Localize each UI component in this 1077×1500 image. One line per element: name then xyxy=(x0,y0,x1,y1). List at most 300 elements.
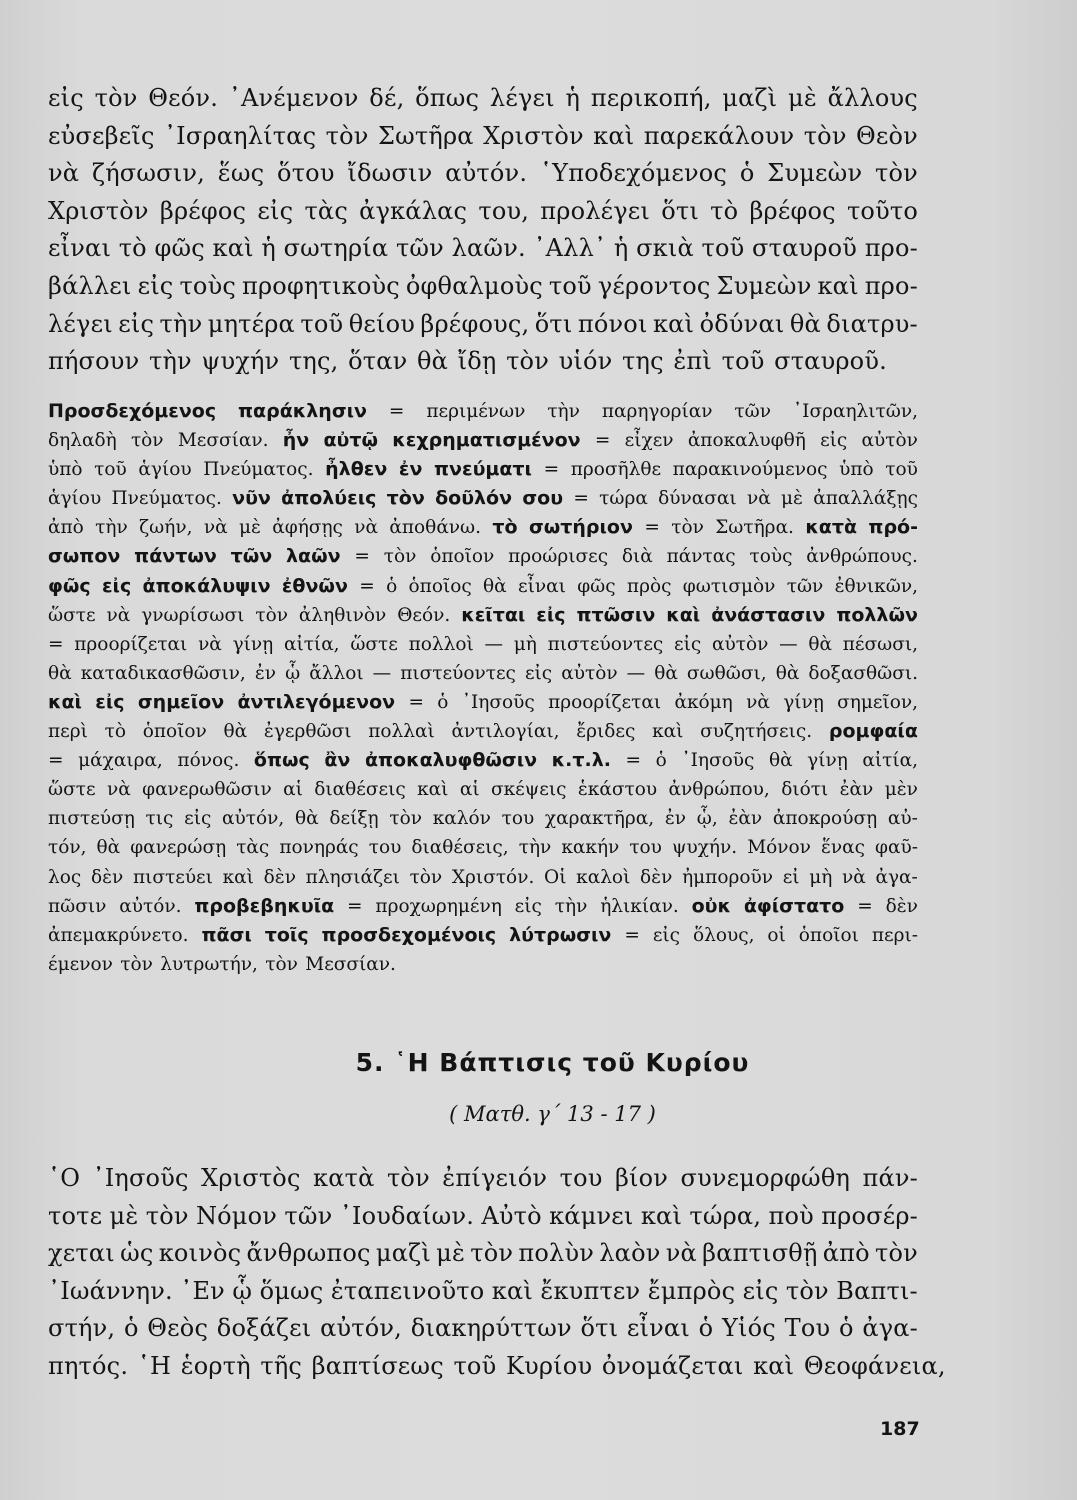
word: ὅτι xyxy=(661,196,699,225)
word: ῾Η xyxy=(137,1351,172,1380)
definition-word: τόν, xyxy=(48,837,87,859)
word: υἱόν xyxy=(558,347,613,376)
glossary-term-word: πᾶσι xyxy=(201,923,252,946)
word: προ- xyxy=(864,234,918,263)
definition-word: = xyxy=(644,517,660,539)
word: Θεόν. xyxy=(148,84,219,112)
word: αὐτόν. xyxy=(445,159,528,188)
note-line xyxy=(48,455,918,484)
definition-word: — xyxy=(484,633,503,655)
definition-word: πῶσιν xyxy=(48,895,107,917)
note-line xyxy=(48,892,918,921)
definition-word: προώρισες xyxy=(508,546,609,568)
definition-word: εἶχεν xyxy=(624,430,674,452)
word: ψυχήν xyxy=(201,347,280,376)
word: εἶναι xyxy=(626,1314,690,1343)
definition-word: νὰ xyxy=(106,604,131,626)
glossary-term-word: τῶν xyxy=(230,545,273,568)
word: πάν- xyxy=(862,1164,918,1192)
definition-word: περὶ xyxy=(48,721,88,743)
word: τοῦ xyxy=(300,309,344,338)
word: μαζὶ xyxy=(722,84,778,112)
definition-word: πολλαὶ xyxy=(368,721,435,743)
glossary-term-word: πάντων xyxy=(134,545,217,568)
definition-word: γίνῃ xyxy=(783,691,824,713)
word: ἡ xyxy=(613,234,629,263)
word: κατὰ xyxy=(313,1164,375,1192)
definition-word: = xyxy=(354,546,370,568)
text-line xyxy=(48,1273,918,1311)
word: βαπτισθῇ xyxy=(702,1239,818,1268)
word: ἡ xyxy=(261,234,276,263)
definition-word: πιστεύοντες xyxy=(400,662,516,684)
definition-word: θὰ xyxy=(808,633,832,655)
glossary-term-word: ἦν xyxy=(282,429,310,452)
word: Θεὸν xyxy=(856,121,918,150)
definition-word: μὲ xyxy=(781,488,803,510)
definition-word: σκέψεις xyxy=(490,779,567,801)
definition-word: ὅλους, xyxy=(692,924,755,946)
text-line xyxy=(48,155,918,193)
definition-word: ὥστε xyxy=(350,633,398,655)
glossary-term-word: ἀποκαλυφθῶσιν xyxy=(364,749,538,772)
glossary-term-word: λαῶν xyxy=(286,545,341,568)
text-line xyxy=(48,1160,918,1198)
word: καὶ xyxy=(640,1201,683,1230)
definition-word: φῶς xyxy=(577,575,616,597)
definition-word: τὴν xyxy=(95,517,128,539)
definition-word: ὁποῖοι xyxy=(798,924,859,946)
word: του xyxy=(559,1164,603,1192)
definition-word: Μεσσίαν. xyxy=(305,953,396,975)
word: ἐπὶ xyxy=(673,347,712,376)
word: ἄλλους xyxy=(827,84,918,112)
definition-word: τοὺς xyxy=(749,546,793,568)
definition-word: φανερωθῶσιν xyxy=(142,779,272,801)
word: τὸν xyxy=(803,121,847,150)
definition-word: ψυχήν. xyxy=(671,837,738,859)
word: τοὺς xyxy=(179,271,237,300)
definition-word: πόνος. xyxy=(177,750,240,772)
definition-word: Χριστόν. xyxy=(451,866,535,888)
glossary-term-word: ρομφαία xyxy=(828,720,918,743)
definition-word: οἱ xyxy=(767,924,786,946)
definition-word: τὸν xyxy=(409,866,443,888)
glossary-term-word: σου xyxy=(522,487,564,510)
definition-word: = xyxy=(857,895,873,917)
word: Θεὸς xyxy=(147,1314,209,1343)
word: ῾Ο xyxy=(48,1164,81,1192)
definition-word: ἐὰν xyxy=(728,808,763,830)
word: ᾿Εν xyxy=(180,1276,225,1305)
text-line xyxy=(48,1310,918,1348)
definition-word: δοξασθῶσι. xyxy=(808,662,918,684)
definition-word: — xyxy=(779,633,798,655)
text-line xyxy=(48,193,918,231)
definition-word: ἀνθρώπους. xyxy=(806,546,918,568)
word: σταυροῦ. xyxy=(774,347,887,376)
glossary-term-word: κεχρηματισμένον xyxy=(392,429,581,452)
word: ᾿Ανέμενον xyxy=(228,84,359,112)
word: Σωτῆρα xyxy=(377,121,474,150)
definition-word: τὰς xyxy=(236,837,270,859)
definition-word: νὰ xyxy=(198,633,222,655)
word: τὸν xyxy=(145,1201,189,1230)
definition-word: εἰς xyxy=(514,895,542,917)
word: τῶν xyxy=(284,1201,333,1230)
word: ὡς xyxy=(120,1239,154,1268)
note-line xyxy=(48,397,918,426)
word: δοξάζει xyxy=(216,1314,312,1343)
word: καὶ xyxy=(593,121,635,150)
text-line xyxy=(48,1348,946,1386)
definition-word: πλησιάζει xyxy=(305,866,400,888)
definition-word: δείξῃ xyxy=(329,808,379,830)
definition-word: ᾿Ισραηλιτῶν, xyxy=(792,401,918,422)
definition-word: τὸν xyxy=(130,430,164,452)
glossary-term-word: πνεύματι xyxy=(434,458,532,481)
word: τὸ xyxy=(710,196,739,225)
definition-word: ἁγίου xyxy=(48,488,102,510)
word: ὅμως xyxy=(259,1276,324,1305)
word: ὁ xyxy=(698,1314,714,1343)
definition-word: νὰ xyxy=(354,517,379,539)
definition-word: μάχαιρα, xyxy=(78,750,163,772)
word: λαῶν. xyxy=(451,234,526,263)
word: εἶναι xyxy=(48,234,112,263)
definition-word: καὶ xyxy=(417,779,449,801)
definition-word: ἁγίου xyxy=(138,459,192,481)
text-line xyxy=(48,1198,918,1236)
definition-word: περι- xyxy=(871,924,918,946)
text-line xyxy=(48,230,918,268)
text-line xyxy=(48,268,918,306)
definition-word: νὰ xyxy=(842,866,866,888)
word: τώρα, xyxy=(689,1201,762,1230)
text-line xyxy=(48,1235,918,1273)
definition-word: σημεῖον, xyxy=(837,691,918,713)
word: εἰς xyxy=(118,309,155,338)
glossary-term-word: ἀπολύεις xyxy=(281,487,377,510)
word: καὶ xyxy=(652,309,695,338)
glossary-term-word: ἐν xyxy=(398,458,423,481)
definition-word: ὁ xyxy=(655,750,667,772)
definition-word: = xyxy=(48,633,64,655)
definition-word: ζωήν, xyxy=(139,517,193,539)
glossary-term-word: προβεβηκυῖα xyxy=(194,894,335,917)
word: τῆς xyxy=(260,1351,303,1380)
definition-word: τὴν xyxy=(518,837,552,859)
definition-word: — xyxy=(372,662,392,684)
definition-word: θὰ xyxy=(48,662,72,684)
note-line xyxy=(48,746,918,775)
word: του, xyxy=(478,196,530,225)
word: νὰ xyxy=(665,1239,697,1268)
definition-word: πονηράς xyxy=(279,837,359,859)
word: χεται xyxy=(48,1239,115,1268)
definition-word: δὲν xyxy=(640,866,673,888)
glossary-term-word: ἀποκάλυψιν xyxy=(142,574,271,597)
definition-word: αἱ xyxy=(459,779,480,801)
word: ᾿Ιησοῦς xyxy=(92,1164,189,1192)
word: στήν, xyxy=(48,1314,116,1343)
definition-word: ἔριδες xyxy=(576,721,636,743)
word: εἰς xyxy=(257,196,294,225)
definition-word: πέσωσι, xyxy=(842,633,918,655)
word: Συμεὼν xyxy=(767,159,863,188)
word: θὰ xyxy=(789,309,821,338)
definition-word: Πνεύματος. xyxy=(111,488,222,510)
definition-word: Σωτῆρα. xyxy=(715,517,794,539)
word: ἄνθρωπος xyxy=(246,1239,371,1268)
glossary-notes xyxy=(48,397,918,979)
definition-word: θὰ xyxy=(223,721,248,743)
definition-word: ἐὰν xyxy=(839,779,874,801)
definition-word: τῶν xyxy=(786,575,824,597)
definition-word: προχωρημένη xyxy=(375,895,502,917)
definition-word: τις xyxy=(145,808,174,830)
definition-word: ἀποκρούσῃ xyxy=(772,808,878,830)
definition-word: εἰς xyxy=(674,633,702,655)
word: Του xyxy=(784,1314,831,1343)
glossary-term-word: τοῖς xyxy=(264,923,309,946)
definition-word: τῶν xyxy=(734,401,771,422)
note-line xyxy=(48,426,918,455)
definition-word: χαρακτῆρα, xyxy=(544,808,655,830)
definition-word: νὰ xyxy=(746,488,771,510)
glossary-term-word: εἰς xyxy=(101,574,132,597)
word: Χριστὸν xyxy=(483,121,584,150)
definition-word: ᾿Ιησοῦς xyxy=(461,691,535,713)
definition-word: ἕνας xyxy=(820,837,865,859)
definition-word: καλοὶ xyxy=(576,866,631,888)
glossary-term-word: ἂν xyxy=(324,749,351,772)
word: καὶ xyxy=(491,1276,533,1305)
word: νὰ xyxy=(48,159,80,188)
definition-word: διαθέσεις, xyxy=(411,837,509,859)
word: ὁ xyxy=(123,1314,139,1343)
word: συνεμορφώθη xyxy=(680,1164,851,1192)
definition-word: ἀποκαλυφθῆ xyxy=(687,430,806,452)
word: ῾Υποδεχόμενος xyxy=(539,159,728,188)
word: προφητικοὺς xyxy=(242,271,400,300)
word: πολὺν xyxy=(518,1239,595,1268)
glossary-term-word: κεῖται xyxy=(461,603,526,626)
word: σωτηρία xyxy=(283,234,389,263)
definition-word: φανερώσῃ xyxy=(130,837,227,859)
word: ὅτι xyxy=(580,1314,619,1343)
word: βάλλει xyxy=(48,271,132,300)
definition-word: εἰς xyxy=(820,430,848,452)
glossary-term-word: σωπον xyxy=(48,545,121,568)
word: ᾿Αλλ᾿ xyxy=(533,234,607,263)
note-line xyxy=(48,775,918,804)
glossary-term-word: εἰς xyxy=(536,603,566,626)
word: εὐσεβεῖς xyxy=(48,121,155,150)
word: μὲ xyxy=(788,84,817,112)
definition-word: αὐτόν. xyxy=(119,895,182,917)
definition-word: θὰ xyxy=(654,662,678,684)
word: τὸ xyxy=(118,234,147,263)
note-line xyxy=(48,484,918,513)
definition-word: καταδικασθῶσιν, xyxy=(80,662,246,684)
word: εἰς xyxy=(137,271,174,300)
definition-word: Πνεύματος. xyxy=(203,459,314,481)
glossary-term-word: πολλῶν xyxy=(836,603,918,626)
note-line xyxy=(48,833,918,862)
definition-word: του xyxy=(501,808,535,830)
definition-word: δὲν xyxy=(90,866,124,888)
definition-word: ὁποῖον xyxy=(142,721,207,743)
word: θείου xyxy=(348,309,416,338)
glossary-term-word: νῦν xyxy=(232,487,271,510)
word: ᾿Ιωάννην. xyxy=(48,1276,173,1305)
word: Χριστὸν xyxy=(48,196,149,225)
word: τὸν xyxy=(785,1276,829,1305)
definition-word: = xyxy=(408,691,424,713)
definition-word: γνωρίσωσι xyxy=(141,604,245,626)
word: τὸν xyxy=(875,159,918,188)
definition-word: ἠμποροῦν xyxy=(682,866,773,888)
definition-word: ἀληθινὸν xyxy=(298,604,387,626)
word: βρέφος xyxy=(159,196,247,225)
section-heading: 5. ῾Η Βάπτισις τοῦ Κυρίου xyxy=(355,1048,750,1077)
word: ᾧ xyxy=(232,1276,253,1305)
note-line xyxy=(48,717,918,746)
definition-word: κακήν xyxy=(561,837,620,859)
definition-word: έμενον xyxy=(48,953,113,975)
glossary-term-word: κατὰ xyxy=(805,516,858,539)
definition-word: του xyxy=(368,837,402,859)
definition-word: εἶναι xyxy=(518,575,566,597)
word: ἴδωσιν xyxy=(347,159,433,188)
glossary-term-word: αὐτῷ xyxy=(323,429,379,452)
word: της xyxy=(622,347,664,376)
word: Υἱός xyxy=(721,1314,776,1343)
definition-word: πιστεύοντες xyxy=(547,633,664,655)
word: ποὺ xyxy=(768,1201,814,1230)
definition-word: παρακινούμενος xyxy=(672,459,828,481)
text-line xyxy=(48,80,918,118)
word: ὅτι xyxy=(534,309,573,338)
definition-word: αἰτία, xyxy=(862,750,918,772)
definition-word: εἰ xyxy=(782,866,800,888)
glossary-term-word: ἀφίστατο xyxy=(743,894,845,917)
word: Κυρίου xyxy=(505,1351,593,1380)
definition-word: θὰ xyxy=(483,575,507,597)
definition-word: ᾧ xyxy=(285,662,301,684)
word: ᾿Ιουδαίων. xyxy=(339,1201,475,1230)
word: ὅτου xyxy=(277,159,335,188)
definition-word: ᾧ, xyxy=(696,808,718,830)
word: πόνοι xyxy=(577,309,648,338)
definition-word: θὰ xyxy=(295,808,319,830)
definition-word: ἀπαλλάξῃς xyxy=(813,488,918,510)
word: ἀγκάλας xyxy=(359,196,468,225)
note-line xyxy=(48,688,918,717)
word: προλέγει xyxy=(540,196,651,225)
definition-word: περιμένων xyxy=(426,401,526,422)
word: προ- xyxy=(864,271,918,300)
definition-word: καλόν xyxy=(432,808,491,830)
glossary-term-word: ἦλθεν xyxy=(325,458,388,481)
definition-word: ἀφήσῃς xyxy=(272,517,343,539)
page-number: 187 xyxy=(880,1418,920,1440)
word: βίον xyxy=(614,1164,669,1192)
definition-word: νὰ xyxy=(106,779,131,801)
definition-word: ἐν xyxy=(254,662,277,684)
definition-word: αὐτὸν xyxy=(561,662,618,684)
definition-word: αὐτόν, xyxy=(222,808,285,830)
word: Θεοφάνεια, xyxy=(803,1351,946,1380)
definition-word: συζητήσεις. xyxy=(700,721,813,743)
word: δέ, xyxy=(369,84,405,112)
definition-word: ἀκόμη xyxy=(674,691,733,713)
note-line xyxy=(48,601,918,630)
definition-word: ὑπὸ xyxy=(48,459,83,481)
definition-word: δὲν xyxy=(885,895,918,917)
word: ἀγα- xyxy=(862,1314,918,1343)
word: ὀδύναι xyxy=(699,309,785,338)
word: Νόμον xyxy=(195,1201,278,1230)
word: ἕως xyxy=(217,159,265,188)
word: τῶν xyxy=(395,234,444,263)
glossary-term-word: προσδεχομένοις xyxy=(321,923,497,946)
definition-word: καὶ xyxy=(652,721,684,743)
word: ὅπως xyxy=(415,84,480,112)
definition-word: ἀνθρώπου, xyxy=(668,779,770,801)
word: διατρυ- xyxy=(826,309,918,338)
word: πητός. xyxy=(48,1351,129,1380)
word: τὴν xyxy=(148,347,192,376)
definition-word: τὸν xyxy=(389,808,422,830)
text-line xyxy=(48,118,918,156)
definition-word: πρὸς xyxy=(626,575,672,597)
word: αὐτόν, xyxy=(320,1314,403,1343)
definition-word: πολλοὶ xyxy=(408,633,474,655)
word: τοῦ xyxy=(701,234,745,263)
glossary-term-word: ἀντιλεγόμενον xyxy=(237,690,396,713)
definition-word: αἱ xyxy=(283,779,303,801)
word: ᾿Ισραηλίτας xyxy=(163,121,317,150)
definition-word: = xyxy=(625,750,642,772)
note-line xyxy=(48,659,918,688)
word: τοῦ xyxy=(548,271,592,300)
note-line xyxy=(48,804,918,833)
definition-word: προορίζεται xyxy=(74,633,188,655)
definition-word: τὸν xyxy=(671,517,704,539)
definition-word: = xyxy=(347,895,363,917)
definition-word: τοῦ xyxy=(885,459,918,481)
definition-word: θὰ xyxy=(775,662,800,684)
definition-word: ᾿Ιησοῦς xyxy=(681,750,755,772)
definition-word: τὸν xyxy=(383,546,417,568)
word: ἔκυπτεν xyxy=(540,1276,641,1305)
word: τὸν xyxy=(386,1164,430,1192)
word: ἐπίγειόν xyxy=(442,1164,548,1192)
word: καὶ xyxy=(817,271,859,300)
word: ἴδῃ xyxy=(457,347,497,376)
glossary-term-word: σωτήριον xyxy=(528,516,633,539)
definition-word: ἐθνικῶν, xyxy=(834,575,918,597)
definition-word: αὐ- xyxy=(887,808,918,830)
note-line xyxy=(48,513,918,542)
word: ζήσωσιν, xyxy=(92,159,205,188)
word: ὀφθαλμοὺς xyxy=(405,271,543,300)
definition-word: γίνῃ xyxy=(807,750,848,772)
word: τὸν xyxy=(94,84,138,112)
word: σταυροῦ xyxy=(752,234,858,263)
